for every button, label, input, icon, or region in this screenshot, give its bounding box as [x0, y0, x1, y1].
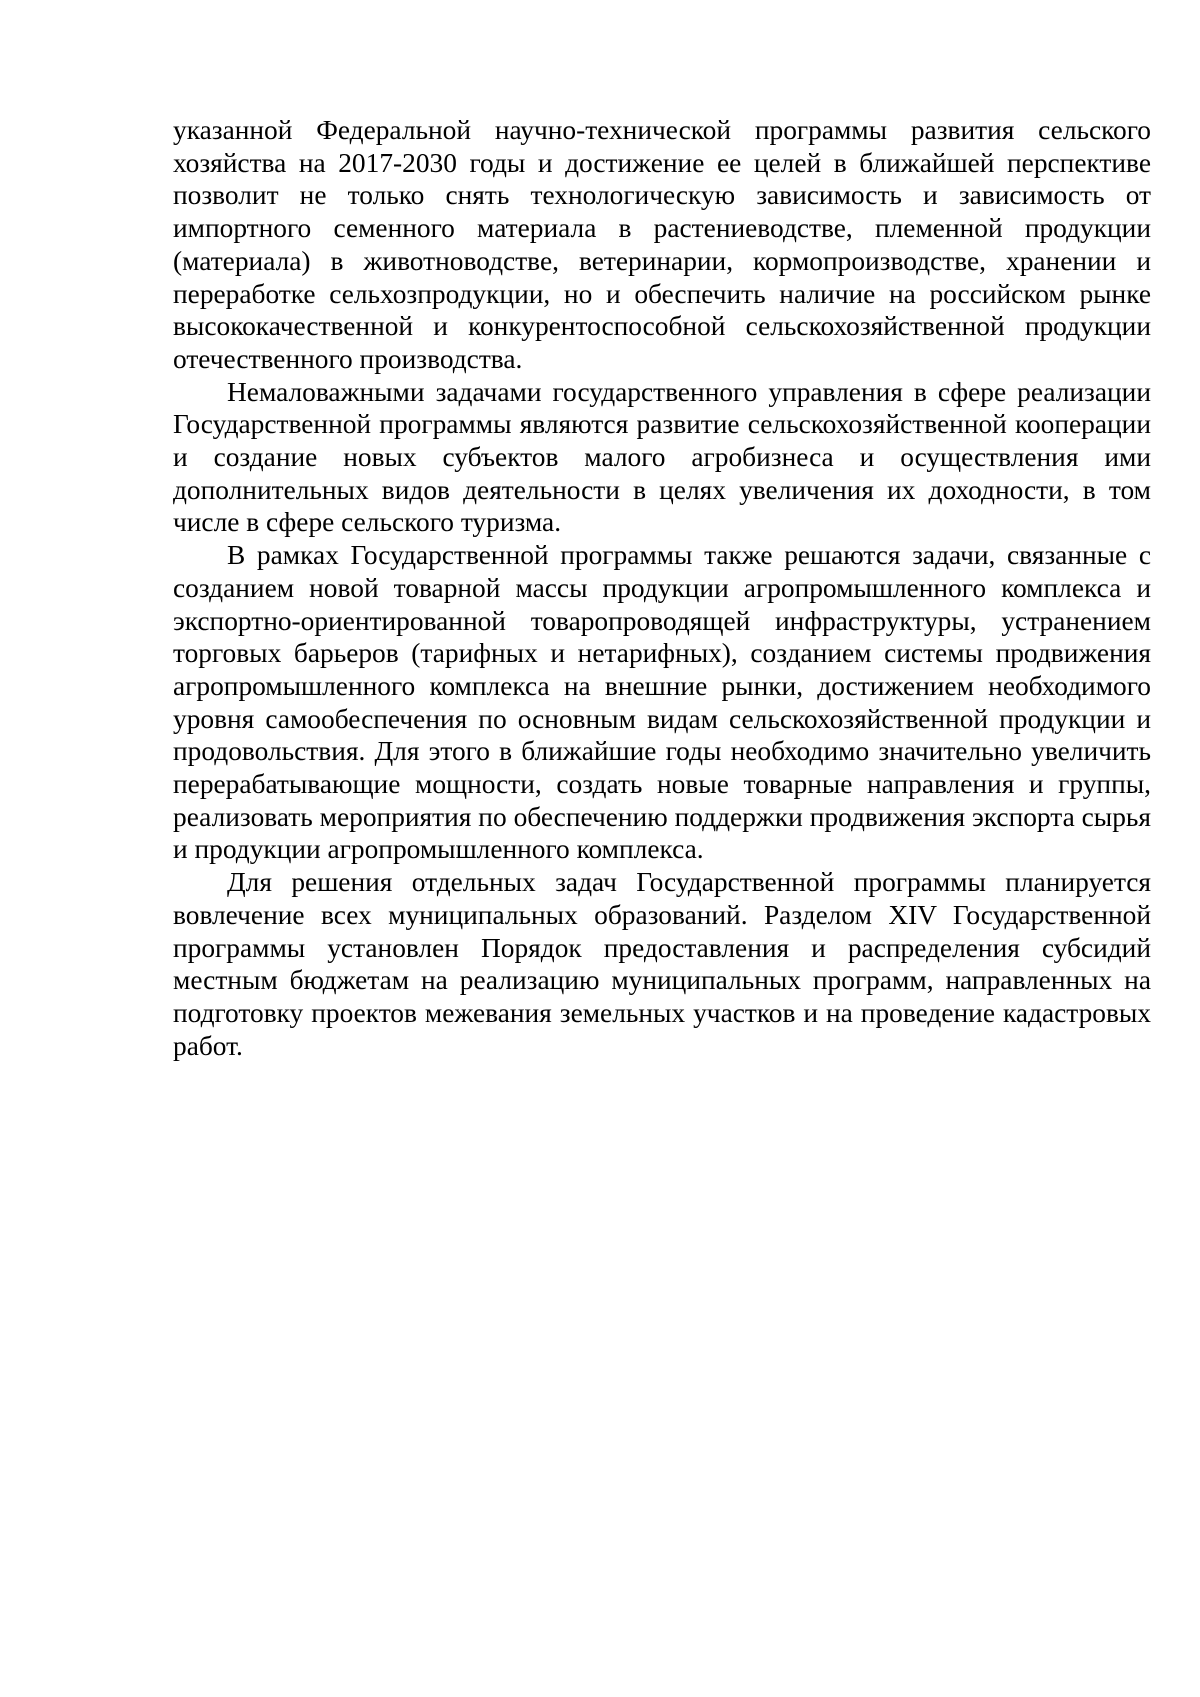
- paragraph-municipal-involvement: Для решения отдельных задач Государственной программы планируется вовлечение всех муниципальных образований. Разделом XIV Государственной программы установлен Порядок предоставления и распределения субсидий местным бюджетам на реализацию муниципальных программ, направленных на подготовку проектов межевания земельных участков и на проведение кадастровых работ.: [173, 867, 1151, 1061]
- paragraph-management-tasks: Немаловажными задачами государственного управления в сфере реализации Государственной программы являются развитие сельскохозяйственной кооперации и создание новых субъектов малого агробизнеса и осуществления ими дополнительных видов деятельности в целях увеличения их доходности, в том числе в сфере сельского туризма.: [173, 376, 1151, 538]
- paragraph-program-tasks: В рамках Государственной программы также решаются задачи, связанные с созданием новой товарной массы продукции агропромышленного комплекса и экспортно-ориентированной товаропроводящей инфраструктуры, устранением торговых барьеров (тарифных и нетарифных), созданием системы продвижения агропромышленного комплекса на внешние рынки, достижением необходимого уровня самообеспечения по основным видам сельскохозяйственной продукции и продовольствия. Для этого в ближайшие годы необходимо значительно увеличить перерабатывающие мощности, создать новые товарные направления и группы, реализовать мероприятия по обеспечению поддержки продвижения экспорта сырья и продукции агропромышленного комплекса.: [173, 540, 1151, 865]
- paragraph-continuation: указанной Федеральной научно-технической программы развития сельского хозяйства на 2017-2030 годы и достижение ее целей в ближайшей перспективе позволит не только снять технологическую зависимость и зависимость от импортного семенного материала в растениеводстве, племенной продукции (материала) в животноводстве, ветеринарии, кормопроизводстве, хранении и переработке сельхозпродукции, но и обеспечить наличие на российском рынке высококачественной и конкурентоспособной сельскохозяйственной продукции отечественного производства.: [173, 115, 1151, 374]
- document-body: [173, 114, 1151, 1062]
